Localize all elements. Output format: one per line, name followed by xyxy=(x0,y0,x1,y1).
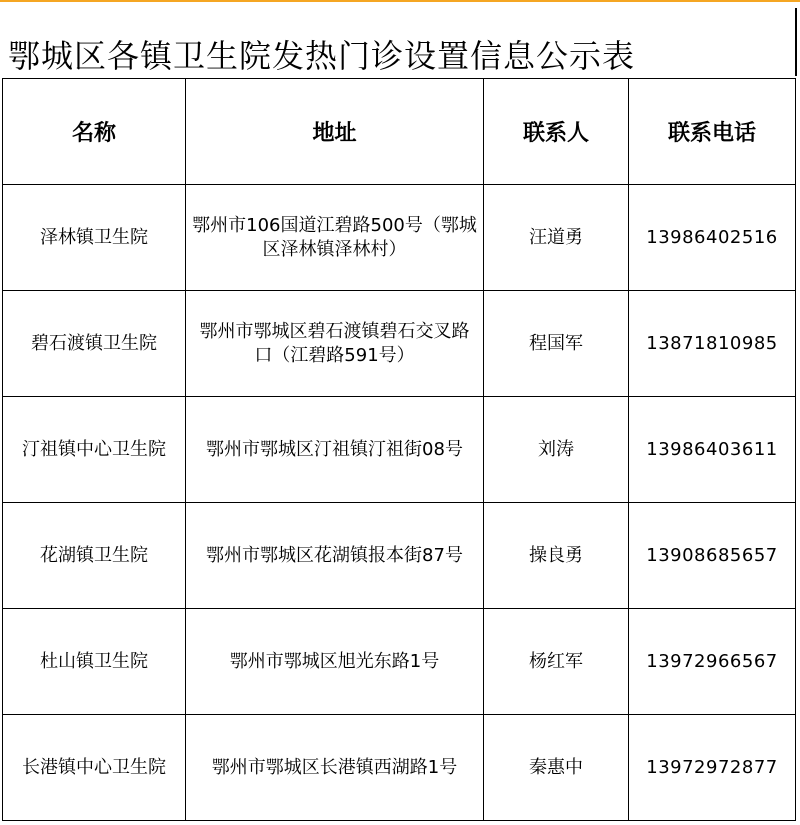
cell-name: 杜山镇卫生院 xyxy=(3,609,186,715)
cell-phone: 13908685657 xyxy=(629,503,796,609)
table-row xyxy=(3,503,796,609)
table-row xyxy=(3,185,796,291)
table-row xyxy=(3,397,796,503)
cell-phone: 13972966567 xyxy=(629,609,796,715)
cell-name: 汀祖镇中心卫生院 xyxy=(3,397,186,503)
cell-contact: 杨红军 xyxy=(484,609,629,715)
table-header-row xyxy=(3,79,796,185)
cell-contact: 操良勇 xyxy=(484,503,629,609)
table-row xyxy=(3,715,796,821)
table-row xyxy=(3,609,796,715)
cell-contact: 秦惠中 xyxy=(484,715,629,821)
cell-contact: 刘涛 xyxy=(484,397,629,503)
cell-address: 鄂州市鄂城区旭光东路1号 xyxy=(186,609,484,715)
table-row xyxy=(3,291,796,397)
cell-phone: 13972972877 xyxy=(629,715,796,821)
info-table xyxy=(2,78,796,821)
header-name: 名称 xyxy=(3,79,186,185)
cell-address: 鄂州市鄂城区长港镇西湖路1号 xyxy=(186,715,484,821)
cell-phone: 13986402516 xyxy=(629,185,796,291)
cell-name: 泽林镇卫生院 xyxy=(3,185,186,291)
cell-name: 碧石渡镇卫生院 xyxy=(3,291,186,397)
cell-contact: 程国军 xyxy=(484,291,629,397)
cell-address: 鄂州市鄂城区花湖镇报本街87号 xyxy=(186,503,484,609)
cell-address: 鄂州市鄂城区碧石渡镇碧石交叉路口（江碧路591号） xyxy=(186,291,484,397)
cell-phone: 13986403611 xyxy=(629,397,796,503)
page-title: 鄂城区各镇卫生院发热门诊设置信息公示表 xyxy=(8,37,636,75)
cell-name: 长港镇中心卫生院 xyxy=(3,715,186,821)
header-address: 地址 xyxy=(186,79,484,185)
top-edge-line xyxy=(0,0,800,2)
cell-name: 花湖镇卫生院 xyxy=(3,503,186,609)
header-phone: 联系电话 xyxy=(629,79,796,185)
header-contact: 联系人 xyxy=(484,79,629,185)
cell-contact: 汪道勇 xyxy=(484,185,629,291)
cell-address: 鄂州市106国道江碧路500号（鄂城区泽林镇泽林村） xyxy=(186,185,484,291)
cell-address: 鄂州市鄂城区汀祖镇汀祖街08号 xyxy=(186,397,484,503)
cell-phone: 13871810985 xyxy=(629,291,796,397)
title-border xyxy=(795,8,797,76)
